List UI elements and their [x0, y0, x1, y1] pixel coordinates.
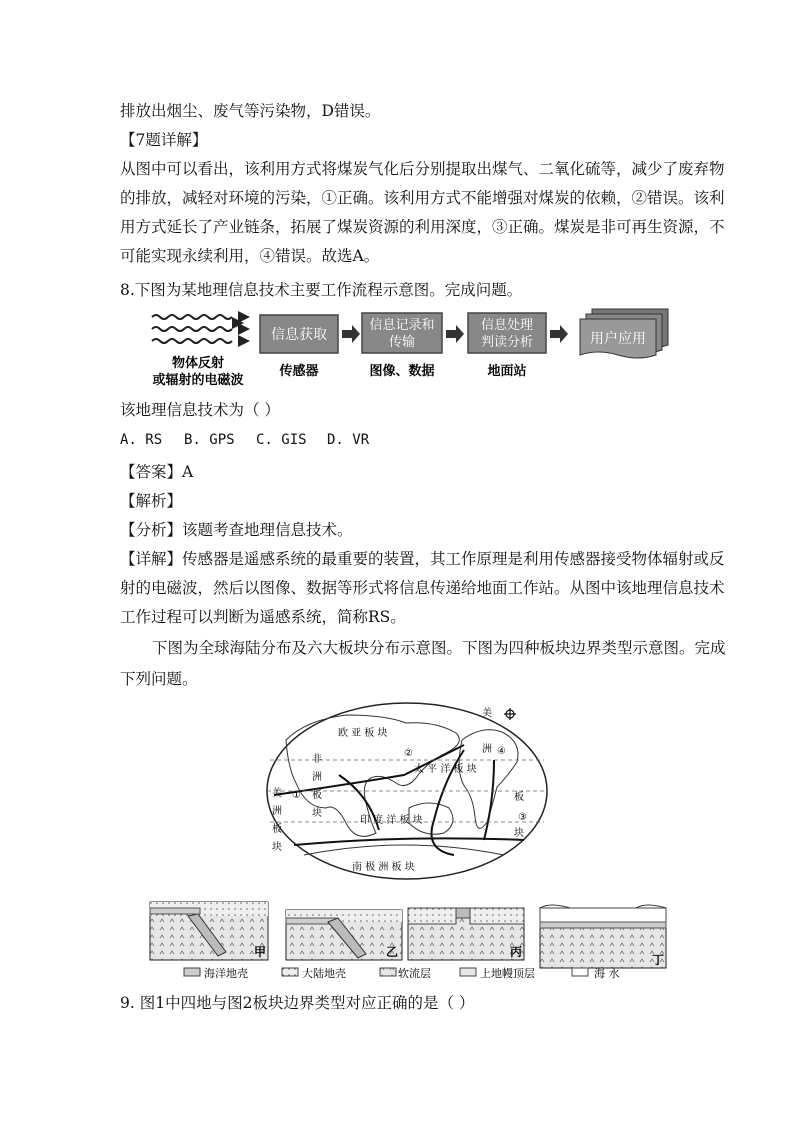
plate-label-char: 板: [312, 790, 322, 801]
flow-box-label: 判读分析: [480, 335, 534, 350]
option-a: A. RS: [120, 432, 163, 448]
boundary-panel-jia: [150, 902, 268, 960]
analysis-detail: 工作过程可以判断为遥感系统，简称RS。: [120, 608, 406, 626]
legend-swatch: [282, 968, 298, 976]
intro-text: 下图为全球海陆分布及六大板块分布示意图。下图为四种板块边界类型示意图。完成: [152, 639, 726, 657]
plate-label-char: 美: [482, 708, 492, 719]
flow-step-label: 传感器: [279, 364, 319, 379]
boundary-panel-bing: [408, 908, 524, 960]
plate-label-char: 块: [272, 842, 282, 853]
plate-label-eurasia: 欧 亚 板 块: [338, 728, 388, 739]
flow-input-label: 物体反射: [171, 356, 225, 371]
plate-label-char: 板: [514, 792, 524, 803]
flow-box-label: 信息获取: [271, 327, 327, 343]
plate-label-char: 非: [312, 754, 322, 765]
arrow-right-icon: [342, 325, 360, 343]
boundary-diagrams: [148, 900, 670, 982]
flow-input-label: 或辐射的电磁波: [152, 373, 244, 388]
flow-box-label: 用户应用: [590, 331, 646, 347]
flow-box-label: 信息记录和: [369, 318, 435, 333]
question-8-prompt: 该地理信息技术为（ ）: [120, 401, 280, 419]
plate-label-char: 洲: [312, 772, 322, 783]
flow-step-label: 地面站: [487, 364, 527, 379]
legend-swatch: [460, 968, 476, 976]
map-marker: ④: [497, 746, 506, 757]
option-d: D. VR: [327, 432, 370, 448]
plate-label-char: 板: [272, 824, 282, 835]
text-line: 的排放，减轻对环境的污染，①正确。该利用方式不能增强对煤炭的依赖，②错误。该利: [120, 189, 725, 207]
legend-swatch: [572, 968, 588, 976]
plate-label-pacific: 太 平 洋 板 块: [414, 764, 477, 775]
map-marker: ③: [518, 812, 527, 823]
plate-label-char: 洲: [482, 744, 492, 755]
flow-box-label: 传输: [388, 335, 416, 350]
panel-label: 乙: [386, 945, 399, 959]
compass-icon: [504, 708, 516, 720]
plate-label-char: 美: [272, 788, 282, 799]
legend-label: 海 水: [594, 967, 620, 980]
arrow-right-icon: [446, 325, 464, 343]
analysis-fenxi: 【分析】该题考查地理信息技术。: [120, 521, 353, 539]
analysis-detail: 【详解】传感器是遥感系统的最重要的装置，其工作原理是利用传感器接受物体辐射或反: [120, 550, 725, 568]
flow-step-label: 图像、数据: [369, 364, 435, 379]
intro-text: 下列问题。: [120, 670, 198, 688]
rs-flow-diagram: [140, 305, 685, 390]
text-line: 可能实现永续利用，④错误。故选A。: [120, 247, 380, 265]
plate-label-indian: 印 度 洋 板 块: [360, 815, 423, 826]
arrow-right-icon: [550, 325, 568, 343]
legend-label: 大陆地壳: [302, 967, 346, 980]
panel-label: 丙: [510, 945, 523, 959]
question-8-stem: 8.下图为某地理信息技术主要工作流程示意图。完成问题。: [120, 281, 523, 299]
legend-label: 海洋地壳: [204, 967, 248, 980]
section-heading: 【7题详解】: [120, 131, 208, 149]
option-b: B. GPS: [184, 432, 235, 448]
plate-label-char: 块: [514, 828, 524, 839]
plate-label-char: 洲: [272, 806, 282, 817]
plate-label-antarctic: 南 极 洲 板 块: [352, 862, 415, 873]
legend-swatch: [380, 968, 396, 976]
map-marker: ②: [404, 748, 413, 759]
flow-box-label: 信息处理: [480, 318, 534, 333]
panel-label: 甲: [254, 945, 267, 959]
analysis-heading: 【解析】: [120, 492, 183, 510]
text-line: 用方式延长了产业链条，拓展了煤炭资源的利用深度，③正确。煤炭是非可再生资源，不: [120, 218, 725, 236]
boundary-panel-ding: [540, 905, 666, 968]
legend-swatch: [184, 968, 200, 976]
text-line: 从图中可以看出，该利用方式将煤炭气化后分别提取出煤气、二氧化硫等，减少了废弃物: [120, 160, 725, 178]
question-9-stem: 9. 图1中四地与图2板块边界类型对应正确的是（ ）: [120, 994, 475, 1012]
plate-label-char: 块: [312, 808, 322, 819]
option-c: C. GIS: [256, 432, 307, 448]
analysis-detail: 射的电磁波，然后以图像、数据等形式将信息传递给地面工作站。从图中该地理信息技术: [120, 579, 725, 597]
wave-icon: [152, 315, 232, 343]
text-line: 排放出烟尘、废气等污染物，D错误。: [120, 102, 381, 120]
answer: 【答案】A: [120, 463, 194, 481]
legend-label: 软流层: [398, 967, 431, 980]
map-marker: ①: [292, 790, 301, 801]
plate-map: [264, 700, 550, 882]
boundary-panel-yi: [286, 910, 402, 960]
legend-label: 上地幔顶层: [480, 967, 535, 980]
panel-label: 丁: [652, 953, 665, 967]
